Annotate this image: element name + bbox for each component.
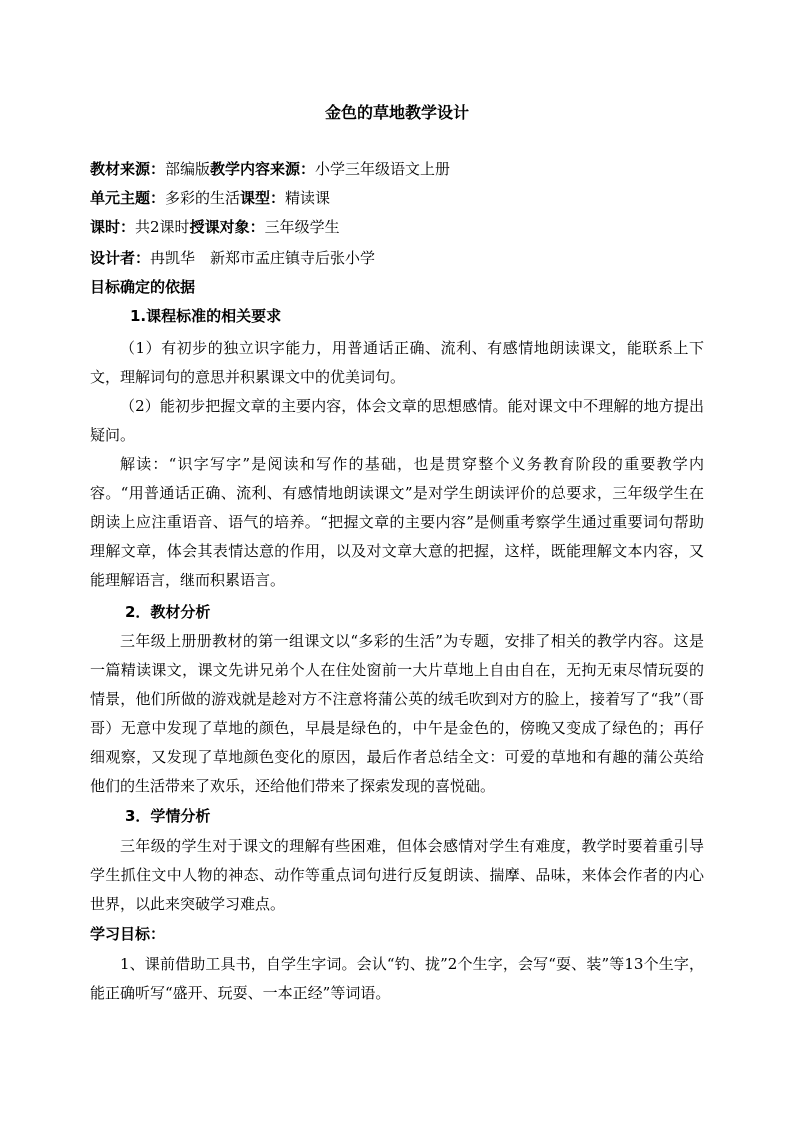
meta-hours-line	[90, 213, 710, 242]
content-source-label: 教学内容来源：	[210, 160, 316, 178]
lesson-type-label: 课型：	[240, 189, 286, 207]
content-source-value: 小学三年级语文上册	[315, 160, 451, 178]
audience-value: 三年级学生	[264, 218, 340, 236]
meta-designer-line	[90, 244, 710, 273]
basis-heading: 目标确定的依据	[90, 278, 196, 296]
section-1-heading: 1.课程标准的相关要求	[130, 307, 282, 325]
designer-value: 冉凯华 新郑市孟庄镇寺后张小学	[150, 249, 376, 267]
s1-paragraph-1: （1）有初步的独立识字能力，用普通话正确、流利、有感情地朗读课文，能联系上下文，理解词句的意思并积累课文中的优美词句。	[90, 339, 704, 386]
goals-heading: 学习目标：	[90, 925, 166, 943]
document-title: 金色的草地教学设计	[324, 103, 469, 122]
s1-paragraph-2: （2）能初步把握文章的主要内容，体会文章的思想感情。能对课文中不理解的地方提出疑问。	[90, 397, 704, 444]
hours-label: 课时：	[90, 218, 136, 236]
goal-1: 1、课前借助工具书，自学生字词。会认“钓、拢”2个生字，会写“耍、装”等13个生字，能正确听写“盛开、玩耍、一本正经”等词语。	[90, 955, 704, 1002]
section-3-heading: 3．学情分析	[125, 807, 211, 825]
hours-value: 共2课时	[135, 218, 190, 236]
unit-label: 单元主题：	[90, 189, 166, 207]
s2-paragraph-1: 三年级上册册教材的第一组课文以“多彩的生活”为专题，安排了相关的教学内容。这是一篇精读课文，课文先讲兄弟个人在住处窗前一大片草地上自由自在，无拘无束尽情玩耍的情景，他们所做的游戏就是趁对方不注意将蒲公英的绒毛吹到对方的脸上，接着写了“我”（哥哥）无意中发现了草地的颜色，早晨是绿色的，中午是金色的，傍晚又变成了绿色的；再仔细观察，又发现了草地颜色变化的原因，最后作者总结全文：可爱的草地和有趣的蒲公英给他们的生活带来了欢乐，还给他们带来了探索发现的喜悦础。	[90, 632, 704, 795]
unit-value: 多彩的生活	[165, 189, 241, 207]
source-value: 部编版	[165, 160, 211, 178]
source-label: 教材来源：	[90, 160, 166, 178]
designer-label: 设计者：	[90, 249, 151, 267]
section-2-heading: 2．教材分析	[125, 603, 211, 621]
lesson-type-value: 精读课	[285, 189, 331, 207]
s1-paragraph-interpretation: 解读：“识字写字”是阅读和写作的基础，也是贯穿整个义务教育阶段的重要教学内容。“用普通话正确、流利、有感情地朗读课文”是对学生朗读评价的总要求，三年级学生在朗读上应注重语音、语气的培养。“把握文章的主要内容”是侧重考察学生通过重要词句帮助理解文章，体会其表情达意的作用，以及对文章大意的把握，这样，既能理解文本内容，又能理解语言，继而积累语言。	[90, 455, 704, 589]
meta-source-line	[90, 155, 710, 184]
s3-paragraph-1: 三年级的学生对于课文的理解有些困难，但体会感情对学生有难度，教学时要着重引导学生抓住文中人物的神态、动作等重点词句进行反复朗读、揣摩、品味，来体会作者的内心世界，以此来突破学习难点。	[90, 837, 704, 913]
meta-unit-line	[90, 184, 710, 213]
audience-label: 授课对象：	[189, 218, 265, 236]
